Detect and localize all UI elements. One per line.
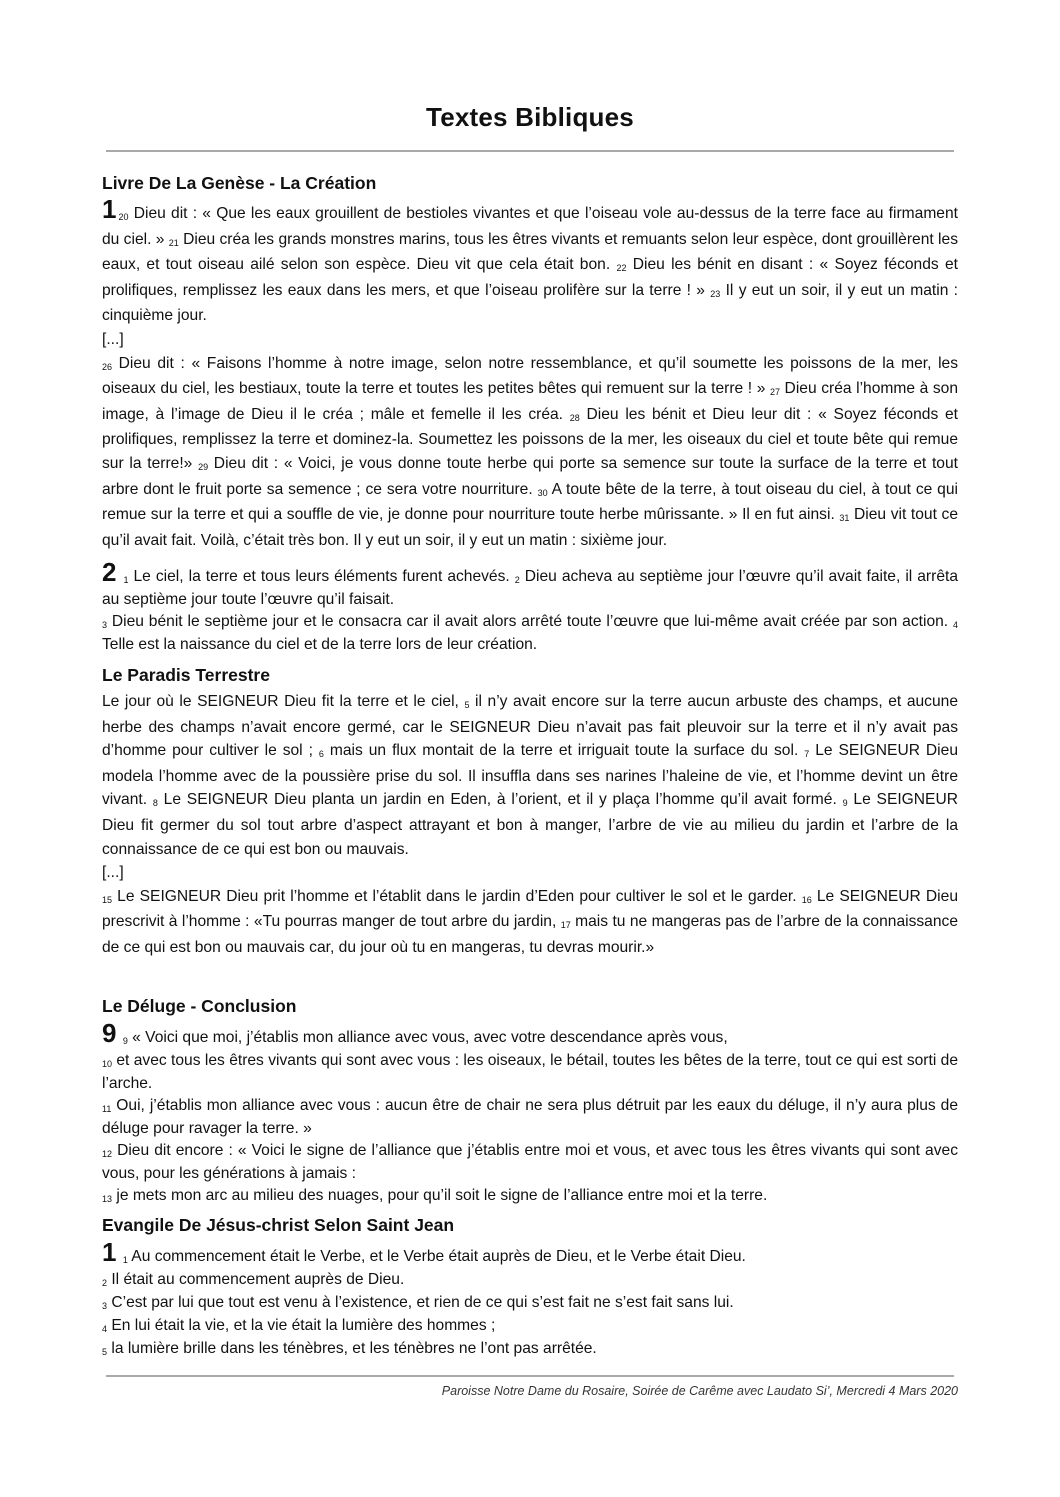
verse-text: Dieu créa l’homme à son image, à l’image de Dieu il le créa ; mâle et femelle il les créa. — [102, 380, 959, 423]
section-heading: Le Paradis Terrestre — [102, 665, 270, 685]
jean-verse-3 — [102, 1292, 958, 1315]
verse-text: Dieu dit encore : « Voici le signe de l’alliance que j’établis entre moi et vous, et avec tous les êtres vivants qui sont avec vous, pour les générations à jamais : — [102, 1142, 958, 1182]
verse-number: 31 — [839, 513, 850, 524]
chapter-number: 2 — [102, 557, 117, 587]
verse-number: 9 — [842, 798, 848, 809]
section-heading: Evangile De Jésus-christ Selon Saint Jean — [102, 1215, 455, 1235]
verse-text: mais un flux montait de la terre et irriguait toute la surface du sol. — [323, 742, 805, 760]
verse-number: 5 — [464, 700, 470, 710]
verse-text: Dieu créa les grands monstres marins, tous les êtres vivants et remuants selon leur espèce, dont grouillèrent les eaux, et tout oiseau ailé selon son espèce. Dieu vit que cela était bon. — [102, 230, 958, 274]
verse-number: 28 — [569, 412, 580, 423]
verse-number: 13 — [102, 1194, 113, 1204]
paradis-p1 — [102, 690, 958, 861]
genese-chapter-2-p2 — [102, 611, 958, 656]
verse-number: 2 — [102, 1278, 108, 1288]
verse-text: Dieu dit : « Voici, je vous donne toute herbe qui porte sa semence sur toute la surface de la terre et tout arbre dont le fruit porte sa semence ; ce sera votre nourriture. — [102, 454, 958, 498]
verse-number: 11 — [102, 1104, 112, 1114]
verse-number: 30 — [537, 487, 548, 498]
verse-text: Au commencement était le Verbe, et le Verbe était auprès de Dieu, et le Verbe était Dieu. — [127, 1248, 746, 1265]
verse-number: 1 — [123, 575, 129, 585]
verse-text: Dieu vit tout ce qu’il avait fait. Voilà, c’était très bon. Il y eut un soir, il y eut un matin : sixième jour. — [102, 506, 958, 549]
verse-number: 8 — [152, 798, 158, 809]
verse-text: la lumière brille dans les ténèbres, et les ténèbres ne l’ont pas arrêtée. — [107, 1340, 597, 1357]
verse-text: Le SEIGNEUR Dieu planta un jardin en Eden, à l’orient, et il y plaça l’homme qu’il avait formé. — [157, 791, 843, 809]
verse-number: 4 — [102, 1324, 108, 1334]
ellipsis: [...] — [102, 864, 124, 882]
verse-text: Oui, j’établis mon alliance avec vous : aucun être de chair ne sera plus détruit par les eaux du déluge, il n’y aura plus de déluge pour ravager la terre. » — [102, 1097, 958, 1137]
chapter-number: 1 — [102, 1237, 117, 1267]
verse-number: 21 — [168, 237, 179, 248]
jean-verse-1 — [102, 1237, 958, 1269]
section-heading: Livre De La Genèse - La Création — [102, 173, 377, 193]
jean-verse-5 — [102, 1338, 958, 1361]
verse-text: Dieu les bénit en disant : « Soyez féconds et prolifiques, remplissez les eaux dans les mers, et que l’oiseau prolifère sur la terre ! » — [102, 256, 958, 299]
section-heading: Le Déluge - Conclusion — [102, 996, 297, 1016]
verse-number: 22 — [616, 263, 627, 274]
verse-text: mais tu ne mangeras pas de l’arbre de la connaissance de ce qui est bon ou mauvais car, du jour où tu en mangeras, tu devras mourir.» — [102, 913, 958, 956]
genese-chapter-1-p1 — [102, 194, 958, 328]
verse-text: En lui était la vie, et la vie était la lumière des hommes ; — [107, 1317, 496, 1334]
jean-verse-4 — [102, 1315, 958, 1338]
verse-text: Dieu bénit le septième jour et le consacra car il avait alors arrêté toute l’œuvre que lui-même avait créée par son action. — [107, 613, 953, 630]
verse-number: 6 — [318, 749, 324, 760]
title-divider — [106, 150, 954, 152]
page-footer: Paroisse Notre Dame du Rosaire, Soirée de Carême avec Laudato Si’, Mercredi 4 Mars 2020 — [441, 1384, 958, 1398]
verse-text: je mets mon arc au milieu des nuages, pour qu’il soit le signe de l’alliance entre moi et la terre. — [112, 1187, 768, 1204]
verse-text: il n’y avait encore sur la terre aucun arbuste des champs, et aucune herbe des champs n’avait encore germé, car le SEIGNEUR Dieu n’avait pas fait pleuvoir sur la terre et il n’y avait pas d’homme pour cultiver le sol ; — [102, 693, 958, 760]
verse-text: Le ciel, la terre et tous leurs éléments furent achevés. — [128, 568, 515, 585]
jean-verse-2 — [102, 1269, 958, 1292]
chapter-number: 9 — [102, 1018, 117, 1048]
deluge-verse-12 — [102, 1140, 958, 1185]
verse-text: Dieu dit : « Faisons l’homme à notre image, selon notre ressemblance, et qu’il soumette les poissons de la mer, les oiseaux du ciel, les bestiaux, toute la terre et toutes les petites bêtes qui remuent sur la terre ! » — [102, 354, 958, 398]
paradis-p2 — [102, 885, 958, 960]
verse-number: 3 — [102, 620, 108, 630]
verse-number: 2 — [514, 575, 520, 585]
verse-number: 15 — [102, 894, 113, 905]
verse-number: 23 — [710, 288, 721, 299]
genese-chapter-1-p2 — [102, 352, 958, 553]
section-jean — [102, 1215, 958, 1361]
verse-text: Le jour où le SEIGNEUR Dieu fit la terre et le ciel, — [102, 693, 465, 710]
verse-number: 20 — [118, 212, 129, 222]
chapter-number: 1 — [102, 194, 117, 224]
verse-number: 16 — [801, 894, 812, 905]
verse-text: Il était au commencement auprès de Dieu. — [107, 1271, 405, 1288]
verse-text: Le SEIGNEUR Dieu modela l’homme avec de la poussière prise du sol. Il insuffla dans ses narines l’haleine de vie, et l’homme devint un être vivant. — [102, 742, 958, 809]
verse-text: « Voici que moi, j’établis mon alliance avec vous, avec votre descendance après vous, — [127, 1029, 728, 1046]
ellipsis: [...] — [102, 330, 124, 348]
deluge-verse-13 — [102, 1185, 958, 1208]
verse-text: Le SEIGNEUR Dieu fit germer du sol tout arbre d’aspect attrayant et bon à manger, l’arbre de vie au milieu du jardin et l’arbre de la connaissance de ce qui est bon ou mauvais. — [102, 791, 958, 858]
verse-number: 12 — [102, 1149, 113, 1159]
verse-text: A toute bête de la terre, à tout oiseau du ciel, à tout ce qui remue sur la terre et qui a souffle de vie, je donne pour nourriture toute herbe mûrissante. » Il en fut ainsi. — [102, 480, 958, 524]
deluge-verse-10 — [102, 1050, 958, 1095]
verse-number: 4 — [952, 620, 958, 630]
verse-text: Telle est la naissance du ciel et de la terre lors de leur création. — [102, 636, 538, 653]
verse-number: 7 — [804, 749, 810, 760]
verse-number: 27 — [769, 387, 780, 398]
section-paradis — [102, 665, 958, 960]
verse-text: Il y eut un soir, il y eut un matin : cinquième jour. — [102, 281, 958, 325]
verse-text: C’est par lui que tout est venu à l’existence, et rien de ce qui s’est fait ne s’est fait sans lui. — [107, 1294, 734, 1311]
deluge-verse-11 — [102, 1095, 958, 1140]
section-deluge — [102, 996, 958, 1208]
deluge-verse-9 — [102, 1018, 958, 1050]
page-title: Textes Bibliques — [426, 102, 634, 132]
verse-number: 1 — [122, 1255, 128, 1265]
section-genese — [102, 173, 958, 552]
genese-chapter-2 — [102, 557, 958, 656]
verse-text: Dieu les bénit et Dieu leur dit : « Soyez féconds et prolifiques, remplissez la terre et dominez-la. Soumettez les poissons de la mer, les oiseaux du ciel et toute bête qui remue sur la terre!» — [102, 405, 958, 472]
verse-text: Dieu acheva au septième jour l’œuvre qu’il avait faite, il arrêta au septième jour toute l’œuvre qu’il faisait. — [102, 568, 958, 608]
verse-number: 3 — [102, 1301, 108, 1311]
genese-chapter-2-p1 — [102, 557, 958, 611]
verse-text: Le SEIGNEUR Dieu prescrivit à l’homme : «Tu pourras manger de tout arbre du jardin, — [102, 887, 958, 931]
verse-number: 17 — [560, 920, 571, 931]
verse-text: et avec tous les êtres vivants qui sont avec vous : les oiseaux, le bétail, toutes les bêtes de la terre, tout ce qui est sorti de l’arche. — [102, 1052, 958, 1092]
verse-number: 5 — [102, 1347, 108, 1357]
verse-number: 9 — [122, 1036, 128, 1046]
verse-number: 26 — [102, 361, 113, 372]
verse-number: 29 — [198, 461, 209, 472]
verse-number: 10 — [102, 1059, 113, 1069]
verse-text: Le SEIGNEUR Dieu prit l’homme et l’établit dans le jardin d’Eden pour cultiver le sol et le garder. — [112, 887, 802, 905]
footer-divider — [106, 1375, 954, 1377]
verse-text: Dieu dit : « Que les eaux grouillent de bestioles vivantes et que l’oiseau vole au-dessus de la terre face au firmament du ciel. » — [102, 205, 958, 248]
